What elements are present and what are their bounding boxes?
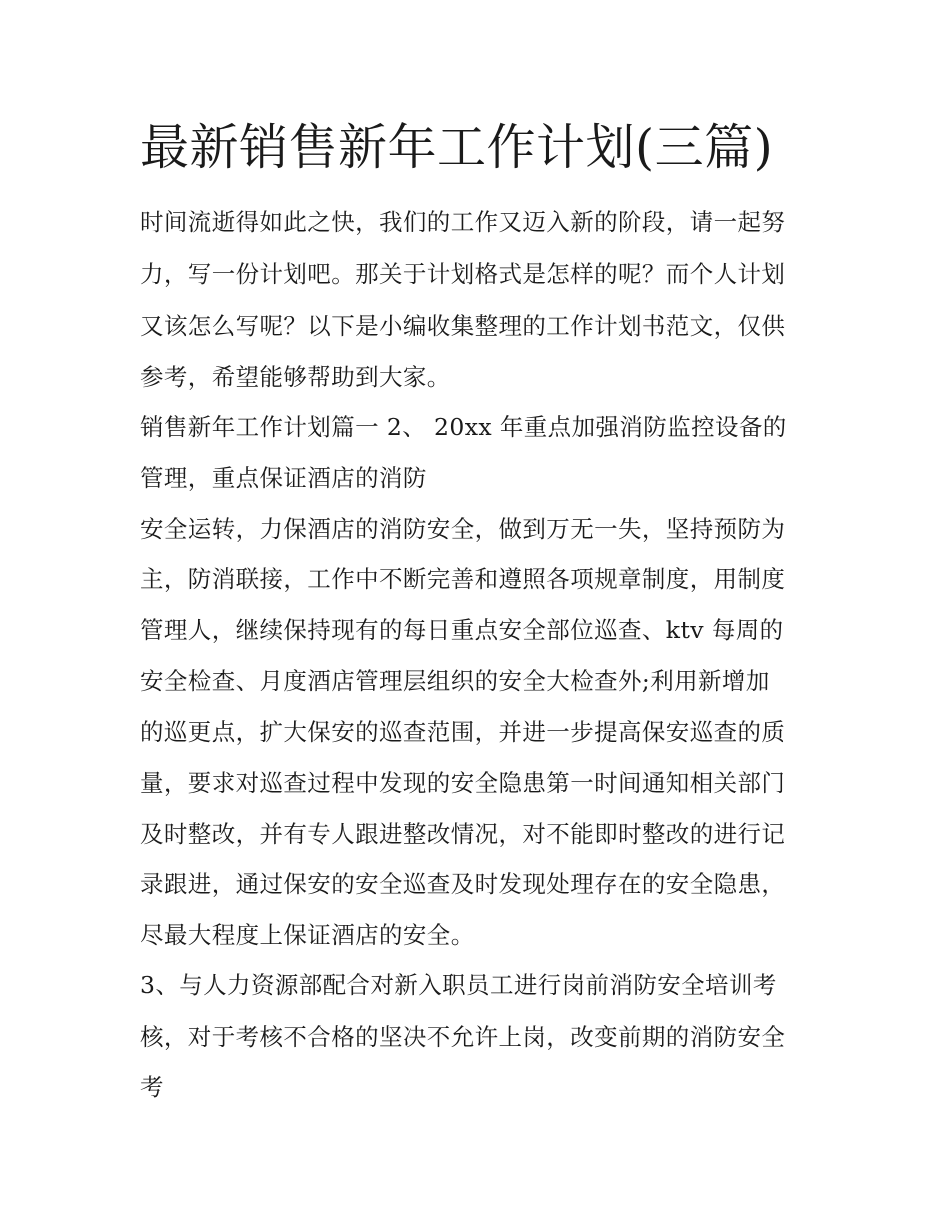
text-line: 时间流逝得如此之快，我们的工作又迈入新的阶段，请一起努 [140,208,786,236]
text-line: 核，对于考核不合格的坚决不允许上岗，改变前期的消防安全 [140,1023,786,1051]
text-line: 力，写一份计划吧。那关于计划格式是怎样的呢？而个人计划 [140,260,786,288]
text-line: 尽最大程度上保证酒店的安全。 [140,921,475,949]
text-line: 销售新年工作计划篇一 2、 20xx 年重点加强消防监控设备的 [140,413,787,441]
text-line: 安全运转，力保酒店的消防安全，做到万无一失，坚持预防为 [140,515,786,543]
document-title: 最新销售新年工作计划(三篇) [140,119,774,176]
text-line: 安全检查、月度酒店管理层组织的安全大检查外;利用新增加 [140,667,770,695]
text-line: 参考，希望能够帮助到大家。 [140,363,451,391]
text-line: 的巡更点，扩大保安的巡查范围，并进一步提高保安巡查的质 [140,718,786,746]
text-line: 量，要求对巡查过程中发现的安全隐患第一时间通知相关部门 [140,769,786,797]
text-line: 主，防消联接，工作中不断完善和遵照各项规章制度，用制度 [140,565,786,593]
text-line: 考 [140,1073,164,1101]
text-line: 管理人，继续保持现有的每日重点安全部位巡查、ktv 每周的 [140,616,784,644]
text-line: 及时整改，并有专人跟进整改情况，对不能即时整改的进行记 [140,820,786,848]
text-line: 3、与人力资源部配合对新入职员工进行岗前消防安全培训考 [140,971,777,999]
text-line: 录跟进，通过保安的安全巡查及时发现处理存在的安全隐患， [140,870,786,898]
text-line: 又该怎么写呢？以下是小编收集整理的工作计划书范文，仅供 [140,312,786,340]
text-line: 管理，重点保证酒店的消防 [140,464,427,492]
